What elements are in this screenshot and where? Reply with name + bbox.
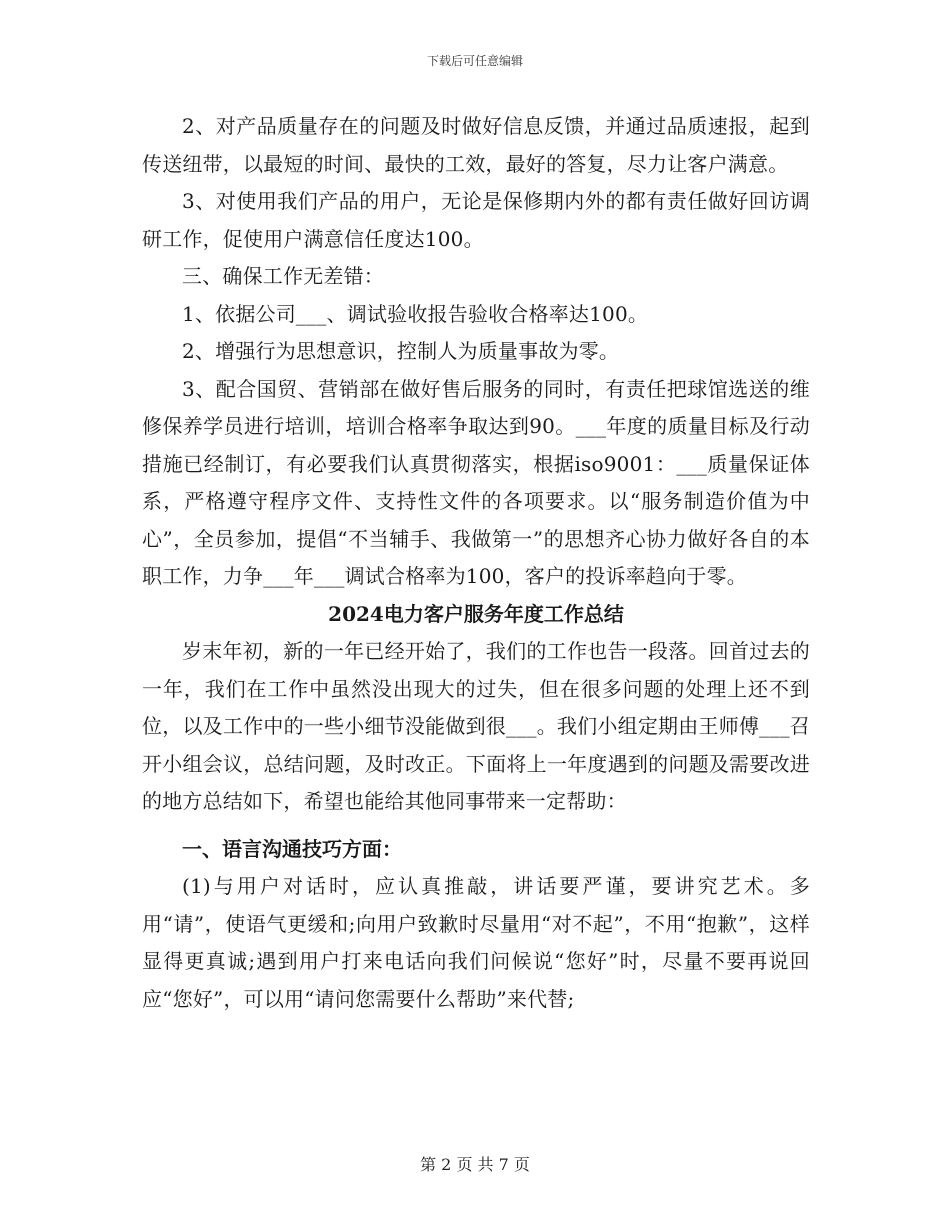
paragraph-intro: 岁末年初，新的一年已经开始了，我们的工作也告一段落。回首过去的一年，我们在工作中虽然没出现大的过失，但在很多问题的处理上还不到位，以及工作中的一些小细节没能做到很___。我们小组定期由王师傅___召开小组会议，总结问题，及时改正。下面将上一年度遇到的问题及需要改进的地方总结如下，希望也能给其他同事带来一定帮助： [142, 639, 810, 813]
paragraph-dialogue-tips: (1)与用户对话时，应认真推敲，讲话要严谨，要讲究艺术。多用“请”，使语气更缓和;向用户致歉时尽量用“对不起”，不用“抱歉”，这样显得更真诚;遇到用户打来电话向我们问候说“您好”时，尽量不要再说回应“您好”，可以用“请问您需要什么帮助”来代替; [142, 874, 810, 1011]
list-item-training: 3、配合国贸、营销部在做好售后服务的同时，有责任把球馆选送的维修保养学员进行培训，培训合格率争取达到90。___年度的质量目标及行动措施已经制订，有必要我们认真贯彻落实，根据iso9001：___质量保证体系，严格遵守程序文件、支持性文件的各项要求。以“服务制造价值为中心”，全员参加，提倡“不当辅手、我做第一”的思想齐心协力做好各自的本职工作，力争___年___调试合格率为100，客户的投诉率趋向于零。 [142, 376, 810, 588]
page-header-note: 下载后可任意编辑 [426, 54, 523, 68]
document-body [142, 108, 810, 1018]
page-number-footer: 第 2 页 共 7 页 [420, 1155, 530, 1174]
paragraph-user-followup: 3、对使用我们产品的用户，无论是保修期内外的都有责任做好回访调研工作，促使用户满意信任度达100。 [142, 189, 810, 251]
paragraph-quality-feedback: 2、对产品质量存在的问题及时做好信息反馈，并通过品质速报，起到传送纽带，以最短的时间、最快的工效，最好的答复，尽力让客户满意。 [142, 114, 810, 176]
section-heading-no-errors: 三、确保工作无差错： [182, 264, 384, 288]
section-heading-language: 一、语言沟通技巧方面： [182, 836, 402, 861]
document-title: 2024电力客户服务年度工作总结 [328, 601, 624, 626]
list-item-awareness: 2、增强行为思想意识，控制人为质量事故为零。 [182, 339, 620, 363]
list-item-acceptance: 1、依据公司___、调试验收报告验收合格率达100。 [182, 301, 649, 326]
